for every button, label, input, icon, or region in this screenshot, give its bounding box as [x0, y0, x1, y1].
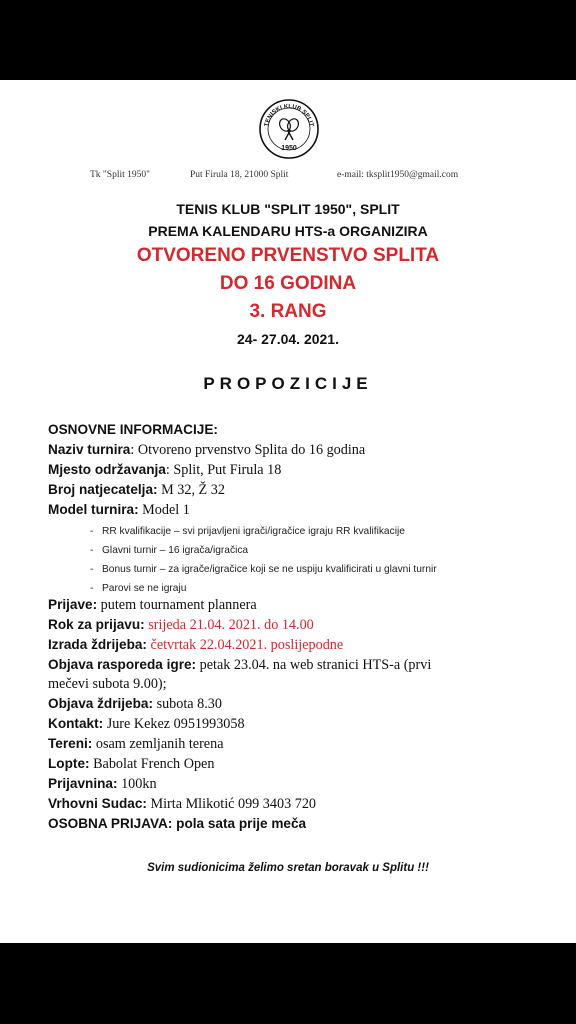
list-item: - Bonus turnir – za igrače/igračice koji se ne uspiju kvalificirati u glavni turnir: [90, 560, 568, 579]
prijave-value: putem tournament plannera: [97, 597, 257, 613]
list-item: - Parovi se ne igraju: [90, 579, 568, 598]
izrada-label: Izrada ždrijeba:: [48, 637, 147, 652]
document-page: [0, 80, 576, 943]
sudac-value: Mirta Mlikotić 099 3403 720: [146, 796, 317, 812]
model-label: Model turnira:: [48, 502, 139, 517]
prijavnina-value: 100kn: [117, 776, 157, 792]
rok-label: Rok za prijavu:: [48, 617, 145, 632]
logo-year: 1950: [281, 145, 297, 152]
zdrijeb-value: subota 8.30: [153, 696, 222, 712]
closing-message: Svim sudionicima želimo sretan boravak u Splitu !!!: [147, 862, 429, 874]
prijave-label: Prijave:: [48, 597, 98, 612]
header-line-1: TENIS KLUB "SPLIT 1950", SPLIT: [176, 201, 400, 217]
svg-text:TENISKI KLUB SPLIT: [264, 104, 314, 128]
list-item: - Glavni turnir – 16 igrača/igračica: [90, 541, 568, 560]
title-line-1: OTVORENO PRVENSTVO SPLITA: [136, 245, 440, 266]
details-section: [48, 595, 568, 834]
club-name: Tk "Split 1950": [90, 170, 151, 180]
broj-label: Broj natjecatelja:: [48, 482, 158, 497]
broj-value: M 32, Ž 32: [157, 482, 225, 498]
mjesto-label: Mjesto održavanja: [48, 462, 166, 477]
club-address: Put Firula 18, 21000 Split: [190, 170, 289, 180]
tennis-club-logo-icon: [258, 98, 320, 160]
lopte-label: Lopte:: [48, 756, 90, 771]
model-value: Model 1: [138, 502, 190, 518]
zdrijeb-label: Objava ždrijeba:: [48, 696, 154, 711]
objava-label: Objava rasporeda igre:: [48, 657, 197, 672]
lopte-value: Babolat French Open: [89, 756, 215, 772]
model-bullet-list: [48, 522, 568, 598]
title-line-3: 3. RANG: [249, 301, 327, 322]
basic-info-heading: OSNOVNE INFORMACIJE:: [48, 422, 218, 437]
osobna-value: pola sata prije meča: [172, 816, 307, 831]
basic-info-section: [48, 420, 568, 606]
club-email: e-mail: tksplit1950@gmail.com: [337, 170, 459, 180]
title-line-2: DO 16 GODINA: [219, 273, 357, 294]
naziv-value: : Otvoreno prvenstvo Splita do 16 godina: [130, 442, 366, 458]
izrada-value: četvrtak 22.04.2021. poslijepodne: [146, 637, 344, 653]
propozicije-heading: PROPOZICIJE: [203, 374, 373, 393]
naziv-label: Naziv turnira: [48, 442, 131, 457]
tereni-value: osam zemljanih terena: [92, 736, 224, 752]
tereni-label: Tereni:: [48, 736, 93, 751]
objava-value: petak 23.04. na web stranici HTS-a (prvi: [196, 657, 432, 673]
header-line-2: PREMA KALENDARU HTS-a ORGANIZIRA: [148, 223, 428, 239]
list-item: - RR kvalifikacije – svi prijavljeni igrači/igračice igraju RR kvalifikacije: [90, 522, 568, 541]
kontakt-label: Kontakt:: [48, 716, 104, 731]
prijavnina-label: Prijavnina:: [48, 776, 118, 791]
sudac-label: Vrhovni Sudac:: [48, 796, 147, 811]
logo-text: TENISKI KLUB SPLIT: [264, 103, 314, 128]
objava-value-cont: mečevi subota 9.00);: [48, 676, 167, 692]
tournament-dates: 24- 27.04. 2021.: [237, 331, 339, 347]
rok-value: srijeda 21.04. 2021. do 14.00: [144, 617, 314, 633]
osobna-label: OSOBNA PRIJAVA:: [48, 816, 173, 831]
mjesto-value: : Split, Put Firula 18: [165, 462, 282, 478]
kontakt-value: Jure Kekez 0951993058: [103, 716, 245, 732]
